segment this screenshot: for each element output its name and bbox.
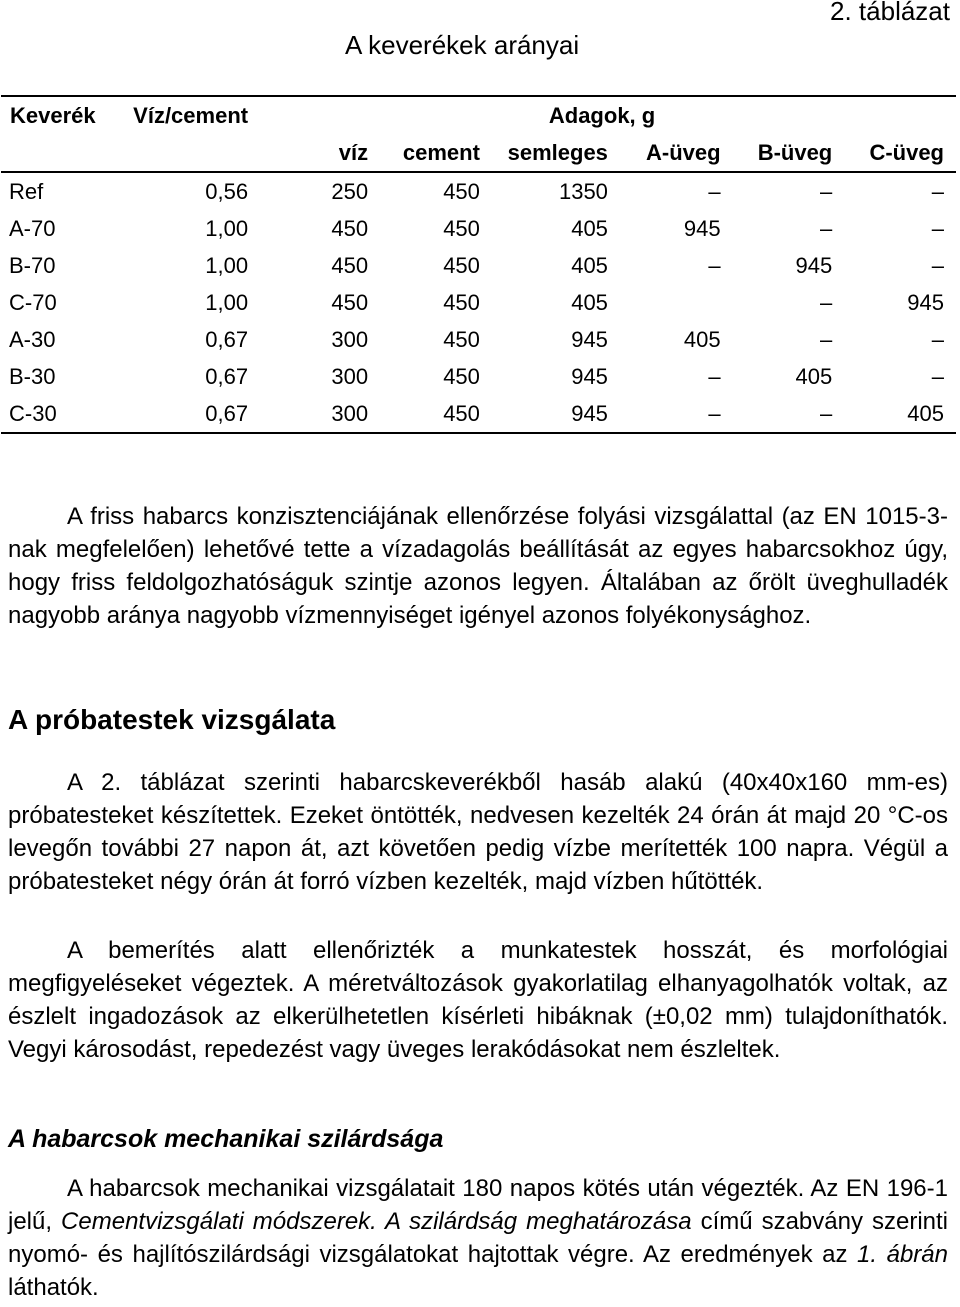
section-heading-specimens: A próbatestek vizsgálata (8, 704, 336, 735)
table-cell: – (708, 364, 721, 389)
table-caption: A keverékek arányai (345, 30, 580, 60)
subheader-cell: semleges (480, 134, 608, 172)
table-cell: 1,00 (205, 253, 249, 278)
table-cell: 0,67 (205, 327, 249, 352)
table-cell: 945 (571, 364, 608, 389)
table-cell: 945 (683, 216, 721, 241)
table-cell: 1,00 (205, 216, 249, 241)
table-cell: 945 (571, 401, 608, 426)
table-cell: 450 (443, 401, 480, 426)
table-cell: 450 (443, 364, 480, 389)
table-subheader-row (1, 134, 956, 172)
table-body (1, 172, 956, 433)
table-cell: 450 (443, 253, 480, 278)
table-cell: – (820, 179, 833, 204)
section-heading-strength: A habarcsok mechanikai szilárdsága (8, 1125, 444, 1153)
table-cell: 405 (795, 364, 833, 389)
table-row (1, 395, 956, 433)
table-cell: 0,56 (205, 179, 249, 204)
table-cell: 300 (331, 401, 369, 426)
table-cell: 405 (571, 253, 608, 278)
table-cell: 405 (907, 401, 944, 426)
table-row (1, 247, 956, 284)
table-row (1, 172, 956, 210)
table-cell: – (820, 401, 833, 426)
table-cell: 1,00 (205, 290, 249, 315)
table-cell: 450 (331, 253, 369, 278)
table-cell: 945 (795, 253, 833, 278)
table-cell: – (708, 401, 721, 426)
header-wc: Víz/cement (133, 103, 249, 128)
subheader-cell: A-üveg (608, 134, 721, 172)
table-cell: 1350 (558, 179, 608, 204)
header-doses: Adagok, g (548, 103, 656, 128)
paragraph-observations: A bemerítés alatt ellenőrizték a munkatestek hosszát, és morfológiai megfigyeléseket végeztek. A méretváltozások gyakorlatilag elhanyagolhatók voltak, az észlelt ingadozások az elkerülhetetlen kísérleti hibáknak (±0,02 mm) tulajdoníthatók. Vegyi károsodást, repedezést vagy üveges lerakódásokat nem észleltek. (8, 937, 948, 1063)
table-cell: 450 (443, 216, 480, 241)
table-row (1, 284, 956, 321)
table-row (1, 321, 956, 358)
table-cell: 450 (331, 216, 369, 241)
table-cell: 945 (907, 290, 944, 315)
table-cell: 450 (443, 179, 480, 204)
table-cell: 450 (443, 290, 480, 315)
table-cell: 0,67 (205, 364, 249, 389)
table-cell: – (931, 327, 944, 352)
table-cell: – (708, 253, 721, 278)
table-cell: 405 (571, 216, 608, 241)
table-header-row (1, 96, 956, 134)
table-cell (608, 284, 721, 321)
table-cell: B-70 (9, 253, 56, 278)
table-label: 2. táblázat (830, 0, 950, 26)
table-cell: 0,67 (205, 401, 249, 426)
table-cell: 945 (571, 327, 608, 352)
table-cell: A-70 (9, 216, 56, 241)
table-cell: 450 (331, 290, 369, 315)
table-cell: 300 (331, 364, 369, 389)
subheader-cell: cement (368, 134, 480, 172)
table-cell: 405 (571, 290, 608, 315)
subheader-cell: C-üveg (832, 134, 956, 172)
table-cell: – (708, 179, 721, 204)
table-cell: 450 (443, 327, 480, 352)
table-row (1, 210, 956, 247)
paragraph-strength: A habarcsok mechanikai vizsgálatait 180 napos kötés után végezték. Az EN 196-1 jelű, Cementvizsgálati módszerek. A szilárdság meghatározása című szabvány szerinti nyomó- és hajlítószilárdsági vizsgálatokat hajtottak végre. Az eredmények az 1. ábrán láthatók. (8, 1175, 948, 1301)
table-cell: B-30 (9, 364, 56, 389)
table-cell: – (931, 364, 944, 389)
table-cell: A-30 (9, 327, 56, 352)
table-cell: – (820, 327, 833, 352)
table-cell: 300 (331, 327, 369, 352)
table-cell: – (820, 216, 833, 241)
subheader-cell: B-üveg (721, 134, 833, 172)
paragraph-specimens: A 2. táblázat szerinti habarcskeverékből hasáb alakú (40x40x160 mm-es) próbatesteket készítettek. Ezeket öntötték, nedvesen kezelték 24 órán át majd 20 °C-os levegőn további 27 napon át, azt követően pedig vízbe merítették 100 napra. Végül a próbatesteket négy órán át forró vízben kezelték, majd vízben hűtötték. (8, 769, 948, 895)
table-cell: 250 (331, 179, 369, 204)
table-cell: – (931, 216, 944, 241)
paragraph-consistency: A friss habarcs konzisztenciájának ellenőrzése folyási vizsgálattal (az EN 1015-3-nak megfelelően) lehetővé tette a vízadagolás beállítását az egyes habarcsokhoz úgy, hogy friss feldolgozhatóságuk szintje azonos legyen. Általában az őrölt üveghulladék nagyobb aránya nagyobb vízmennyiséget igényel azonos folyékonysághoz. (8, 503, 948, 629)
table-cell: Ref (9, 179, 44, 204)
table-row (1, 358, 956, 395)
table-cell: – (931, 253, 944, 278)
table-cell: C-70 (9, 290, 57, 315)
table-cell: – (931, 179, 944, 204)
subheader-cell: víz (248, 134, 368, 172)
table-cell: – (820, 290, 833, 315)
table-cell: C-30 (9, 401, 57, 426)
header-mix: Keverék (10, 103, 96, 128)
mix-table (1, 95, 956, 434)
table-cell: 405 (683, 327, 721, 352)
